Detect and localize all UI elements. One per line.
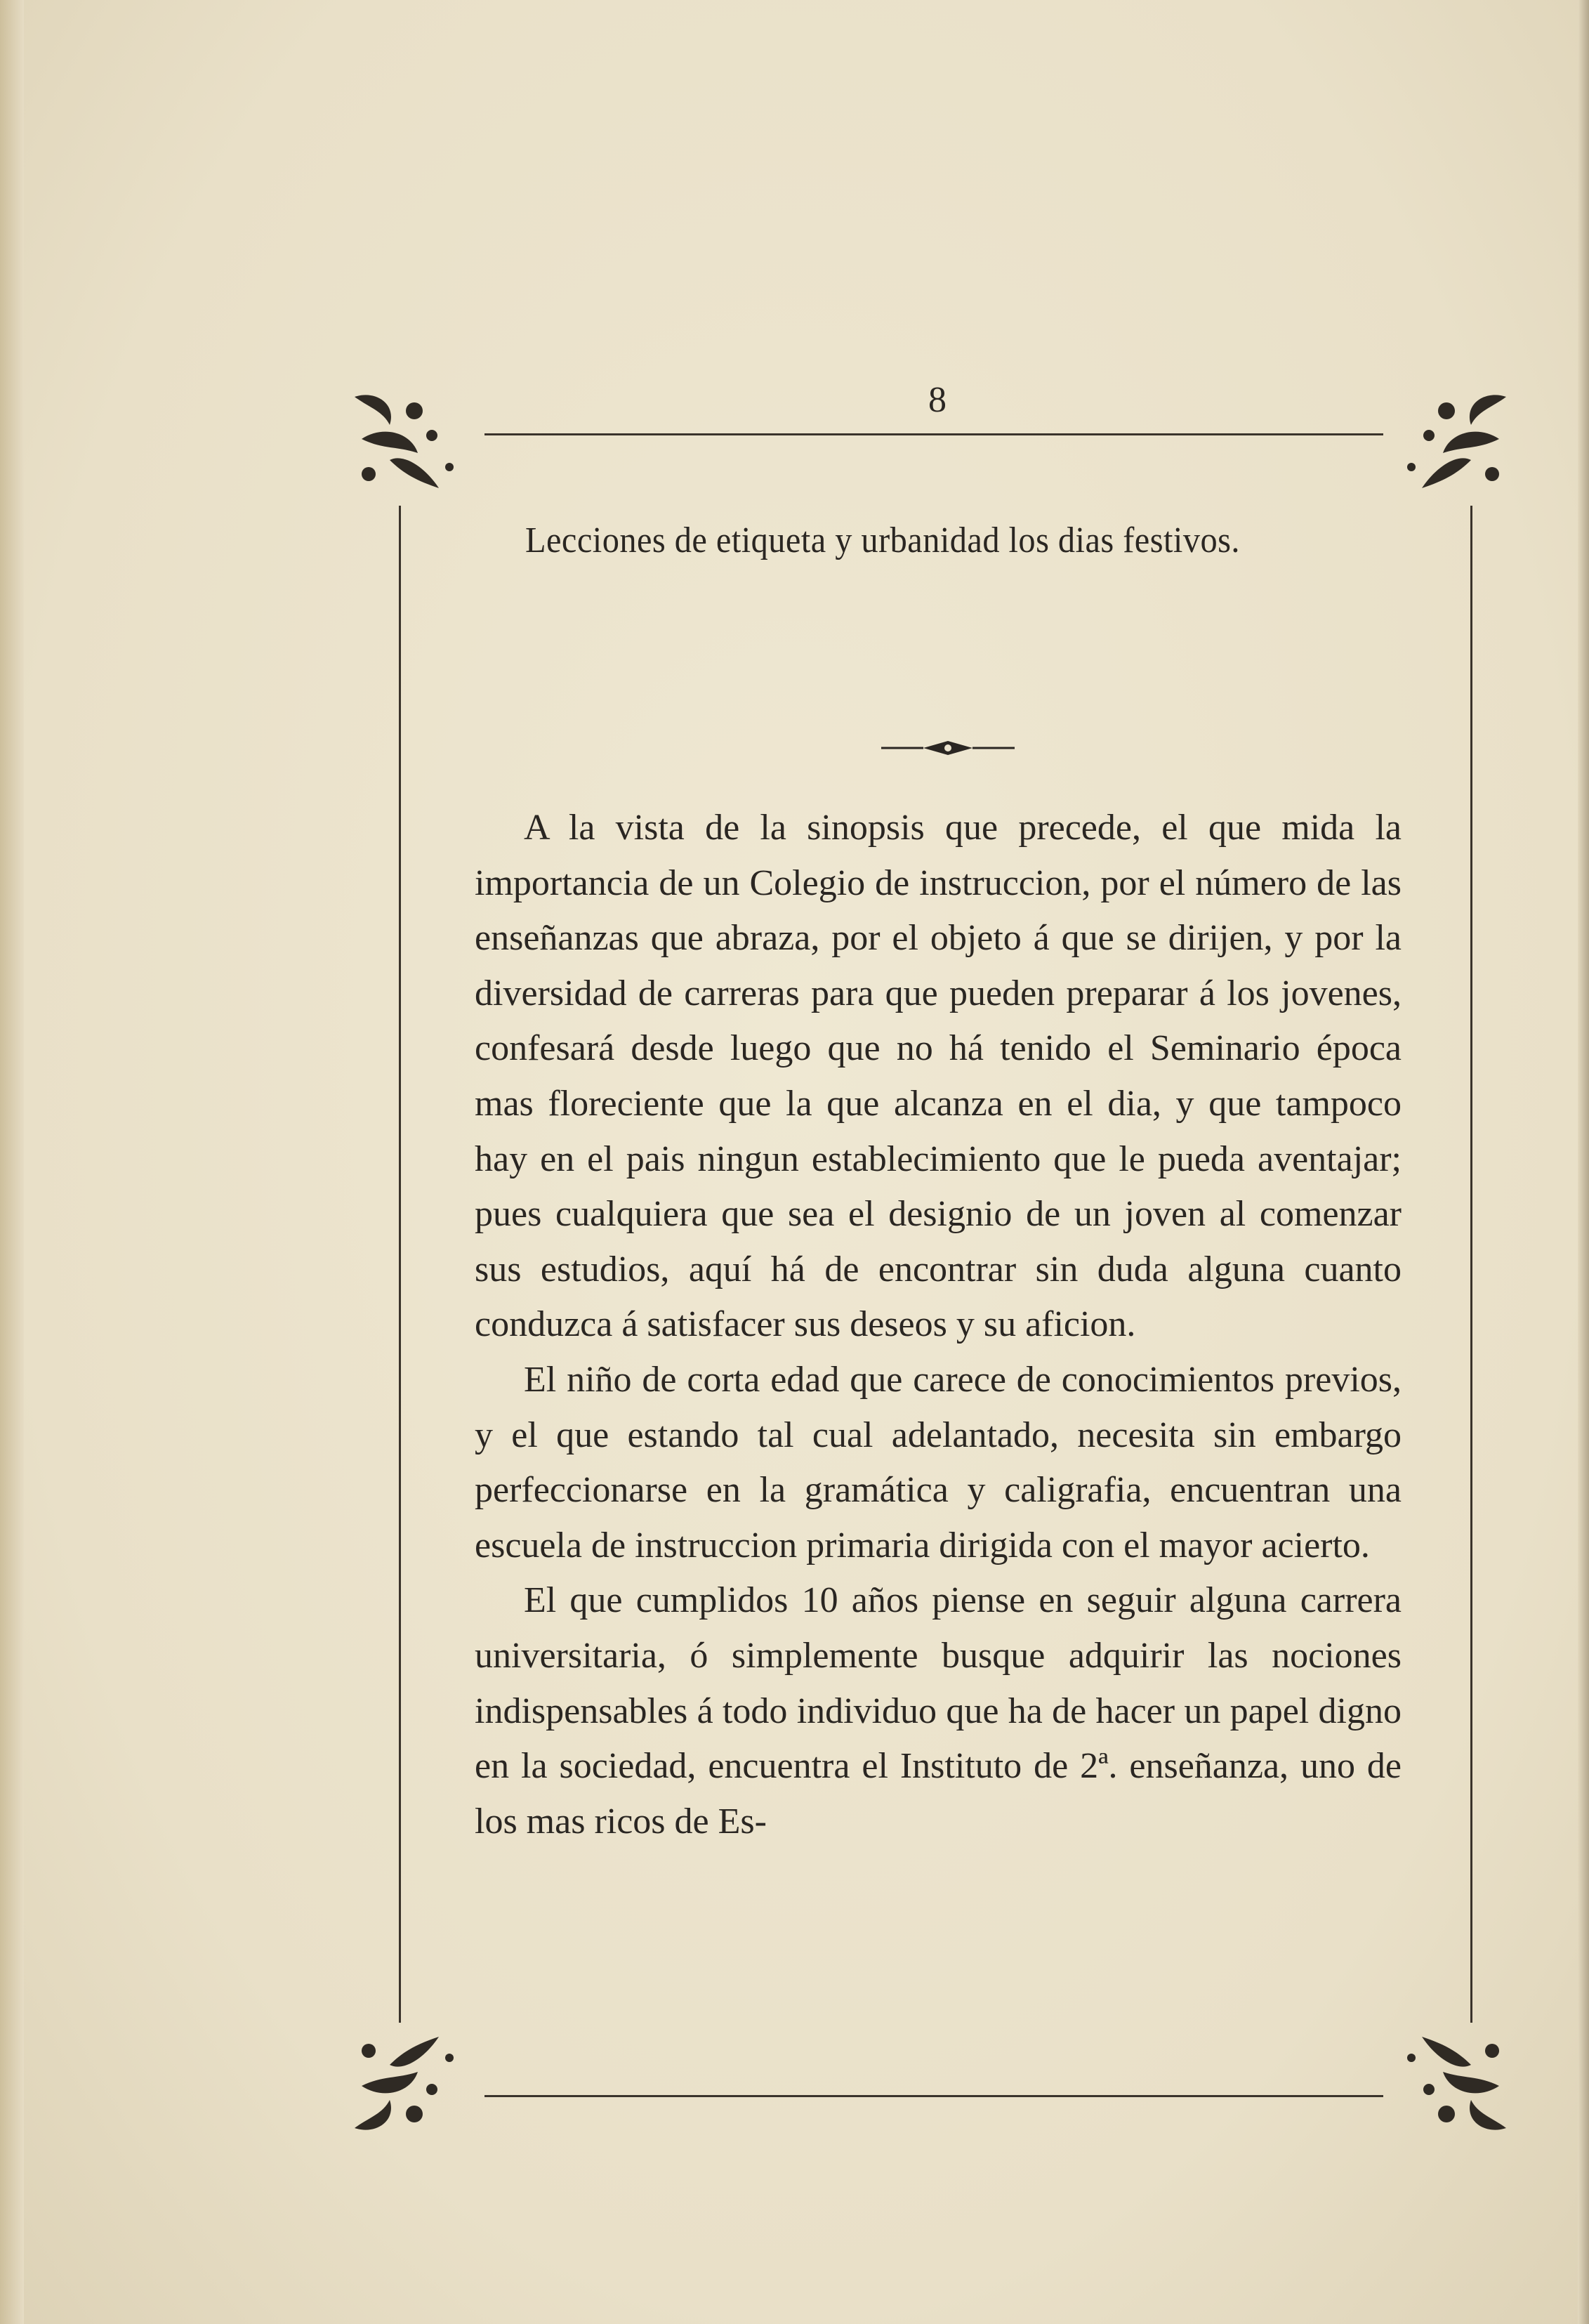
section-divider-icon bbox=[881, 737, 1015, 759]
paragraph: A la vista de la sinopsis que precede, el que mida la importancia de un Colegio de instruccion, por el número de las enseñanzas que abraza, por el objeto á que se dirijen, y por la diversidad de carreras para que pueden preparar á los jovenes, confesará desde luego que no há tenido el Seminario época mas floreciente que la que alcanza en el dia, y que tampoco hay en el pais ningun establecimiento que le pueda aventajar; pues cualquiera que sea el designio de un joven al comenzar sus estudios, aquí há de encontrar sin duda alguna cuanto conduzca á satisfacer sus deseos y su aficion. bbox=[475, 808, 1402, 1345]
corner-ornament-icon bbox=[348, 383, 467, 502]
bottom-rule bbox=[484, 2095, 1383, 2097]
running-head: Lecciones de etiqueta y urbanidad los dias festivos. bbox=[525, 520, 1240, 560]
corner-ornament-icon bbox=[1394, 2023, 1513, 2142]
paragraph: El niño de corta edad que carece de conocimientos previos, y el que estando tal cual adelantado, necesita sin embargo perfeccionarse en la gramática y caligrafia, encuentran una escuela de instruccion primaria dirigida con el mayor acierto. bbox=[475, 1359, 1402, 1565]
left-border bbox=[399, 506, 401, 2023]
right-border bbox=[1470, 506, 1472, 2023]
paragraph: El que cumplidos 10 años piense en seguir alguna carrera universitaria, ó simplemente busque adquirir las nociones indispensables á todo individuo que ha de hacer un papel digno en la sociedad, encuentra el Instituto de 2ª. enseñanza, uno de los mas ricos de Es- bbox=[475, 1580, 1402, 1842]
body-text bbox=[475, 801, 1402, 1849]
page-number: 8 bbox=[928, 380, 947, 420]
page-right-edge bbox=[1578, 0, 1589, 2324]
page-left-edge bbox=[0, 0, 24, 2324]
top-rule bbox=[484, 433, 1383, 435]
corner-ornament-icon bbox=[1394, 383, 1513, 502]
corner-ornament-icon bbox=[348, 2023, 467, 2142]
